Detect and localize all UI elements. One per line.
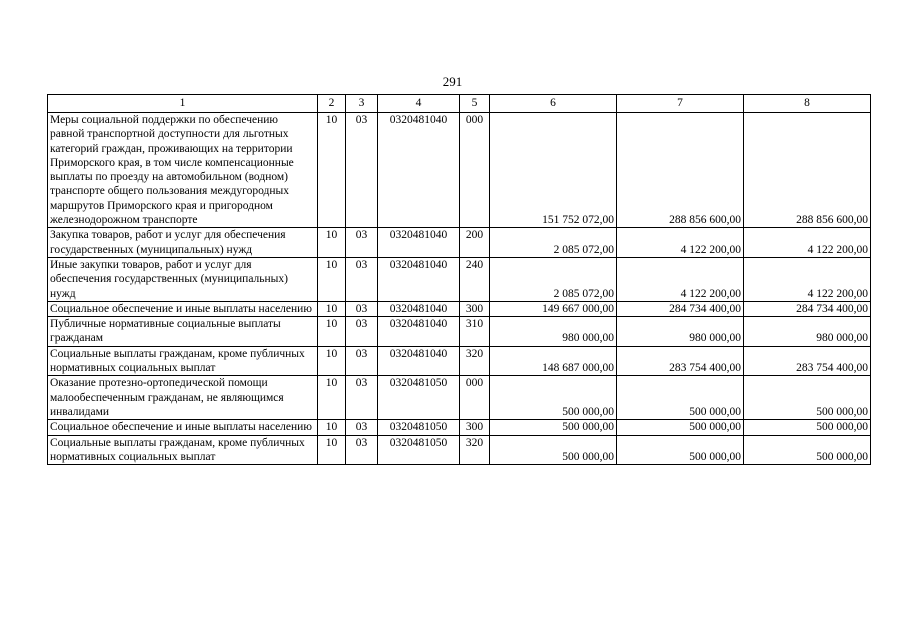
- column-header: 8: [744, 95, 871, 113]
- subsection-code: 03: [346, 346, 378, 376]
- column-header: 3: [346, 95, 378, 113]
- target-article-code: 0320481050: [378, 420, 460, 435]
- amount-col-8: 980 000,00: [744, 317, 871, 347]
- amount-col-7: 283 754 400,00: [617, 346, 744, 376]
- header-row: [48, 95, 871, 113]
- amount-col-6: 151 752 072,00: [490, 113, 617, 228]
- table-row: [48, 346, 871, 376]
- amount-col-7: 284 734 400,00: [617, 301, 744, 316]
- expense-type-code: 200: [460, 228, 490, 258]
- amount-col-8: 500 000,00: [744, 420, 871, 435]
- expense-type-code: 300: [460, 420, 490, 435]
- expense-type-code: 240: [460, 257, 490, 301]
- budget-table: [47, 94, 871, 465]
- target-article-code: 0320481050: [378, 376, 460, 420]
- section-code: 10: [318, 420, 346, 435]
- section-code: 10: [318, 113, 346, 228]
- expense-type-code: 320: [460, 435, 490, 465]
- amount-col-8: 500 000,00: [744, 376, 871, 420]
- row-name: Оказание протезно-ортопедической помощи малообеспеченным гражданам, не являющимся инвалидами: [48, 376, 318, 420]
- section-code: 10: [318, 376, 346, 420]
- row-name: Социальное обеспечение и иные выплаты населению: [48, 420, 318, 435]
- amount-col-7: 980 000,00: [617, 317, 744, 347]
- expense-type-code: 300: [460, 301, 490, 316]
- table-row: [48, 376, 871, 420]
- expense-type-code: 310: [460, 317, 490, 347]
- row-name: Публичные нормативные социальные выплаты гражданам: [48, 317, 318, 347]
- amount-col-7: 500 000,00: [617, 376, 744, 420]
- target-article-code: 0320481040: [378, 317, 460, 347]
- amount-col-8: 4 122 200,00: [744, 228, 871, 258]
- column-header: 6: [490, 95, 617, 113]
- table-row: [48, 228, 871, 258]
- section-code: 10: [318, 346, 346, 376]
- table-row: [48, 317, 871, 347]
- amount-col-6: 148 687 000,00: [490, 346, 617, 376]
- row-name: Иные закупки товаров, работ и услуг для обеспечения государственных (муниципальных) нужд: [48, 257, 318, 301]
- row-name: Социальные выплаты гражданам, кроме публичных нормативных социальных выплат: [48, 346, 318, 376]
- row-name: Меры социальной поддержки по обеспечению равной транспортной доступности для льготных категорий граждан, проживающих на территории Приморского края, в том числе компенсационные выплаты по проезду на автомобильном (водном) транспорте общего пользования междугородных маршрутов Приморского края и пригородном железнодорожном транспорте: [48, 113, 318, 228]
- expense-type-code: 000: [460, 376, 490, 420]
- target-article-code: 0320481040: [378, 301, 460, 316]
- target-article-code: 0320481040: [378, 257, 460, 301]
- amount-col-8: 4 122 200,00: [744, 257, 871, 301]
- amount-col-8: 284 734 400,00: [744, 301, 871, 316]
- amount-col-6: 500 000,00: [490, 376, 617, 420]
- amount-col-7: 500 000,00: [617, 435, 744, 465]
- amount-col-7: 500 000,00: [617, 420, 744, 435]
- table-row: [48, 420, 871, 435]
- row-name: Социальные выплаты гражданам, кроме публичных нормативных социальных выплат: [48, 435, 318, 465]
- table-row: [48, 113, 871, 228]
- target-article-code: 0320481040: [378, 113, 460, 228]
- column-header: 4: [378, 95, 460, 113]
- expense-type-code: 320: [460, 346, 490, 376]
- section-code: 10: [318, 301, 346, 316]
- amount-col-8: 283 754 400,00: [744, 346, 871, 376]
- amount-col-6: 500 000,00: [490, 435, 617, 465]
- column-header: 7: [617, 95, 744, 113]
- section-code: 10: [318, 257, 346, 301]
- amount-col-6: 149 667 000,00: [490, 301, 617, 316]
- amount-col-6: 980 000,00: [490, 317, 617, 347]
- section-code: 10: [318, 435, 346, 465]
- amount-col-8: 288 856 600,00: [744, 113, 871, 228]
- row-name: Закупка товаров, работ и услуг для обеспечения государственных (муниципальных) нужд: [48, 228, 318, 258]
- subsection-code: 03: [346, 113, 378, 228]
- amount-col-8: 500 000,00: [744, 435, 871, 465]
- amount-col-7: 4 122 200,00: [617, 257, 744, 301]
- expense-type-code: 000: [460, 113, 490, 228]
- target-article-code: 0320481040: [378, 346, 460, 376]
- amount-col-6: 2 085 072,00: [490, 228, 617, 258]
- subsection-code: 03: [346, 420, 378, 435]
- subsection-code: 03: [346, 317, 378, 347]
- amount-col-7: 4 122 200,00: [617, 228, 744, 258]
- target-article-code: 0320481040: [378, 228, 460, 258]
- table-row: [48, 435, 871, 465]
- column-header: 2: [318, 95, 346, 113]
- section-code: 10: [318, 317, 346, 347]
- row-name: Социальное обеспечение и иные выплаты населению: [48, 301, 318, 316]
- section-code: 10: [318, 228, 346, 258]
- column-header: 5: [460, 95, 490, 113]
- target-article-code: 0320481050: [378, 435, 460, 465]
- page-number: 291: [442, 74, 463, 89]
- amount-col-6: 500 000,00: [490, 420, 617, 435]
- subsection-code: 03: [346, 376, 378, 420]
- table-row: [48, 301, 871, 316]
- subsection-code: 03: [346, 257, 378, 301]
- subsection-code: 03: [346, 435, 378, 465]
- amount-col-6: 2 085 072,00: [490, 257, 617, 301]
- subsection-code: 03: [346, 301, 378, 316]
- column-header: 1: [48, 95, 318, 113]
- subsection-code: 03: [346, 228, 378, 258]
- table-row: [48, 257, 871, 301]
- amount-col-7: 288 856 600,00: [617, 113, 744, 228]
